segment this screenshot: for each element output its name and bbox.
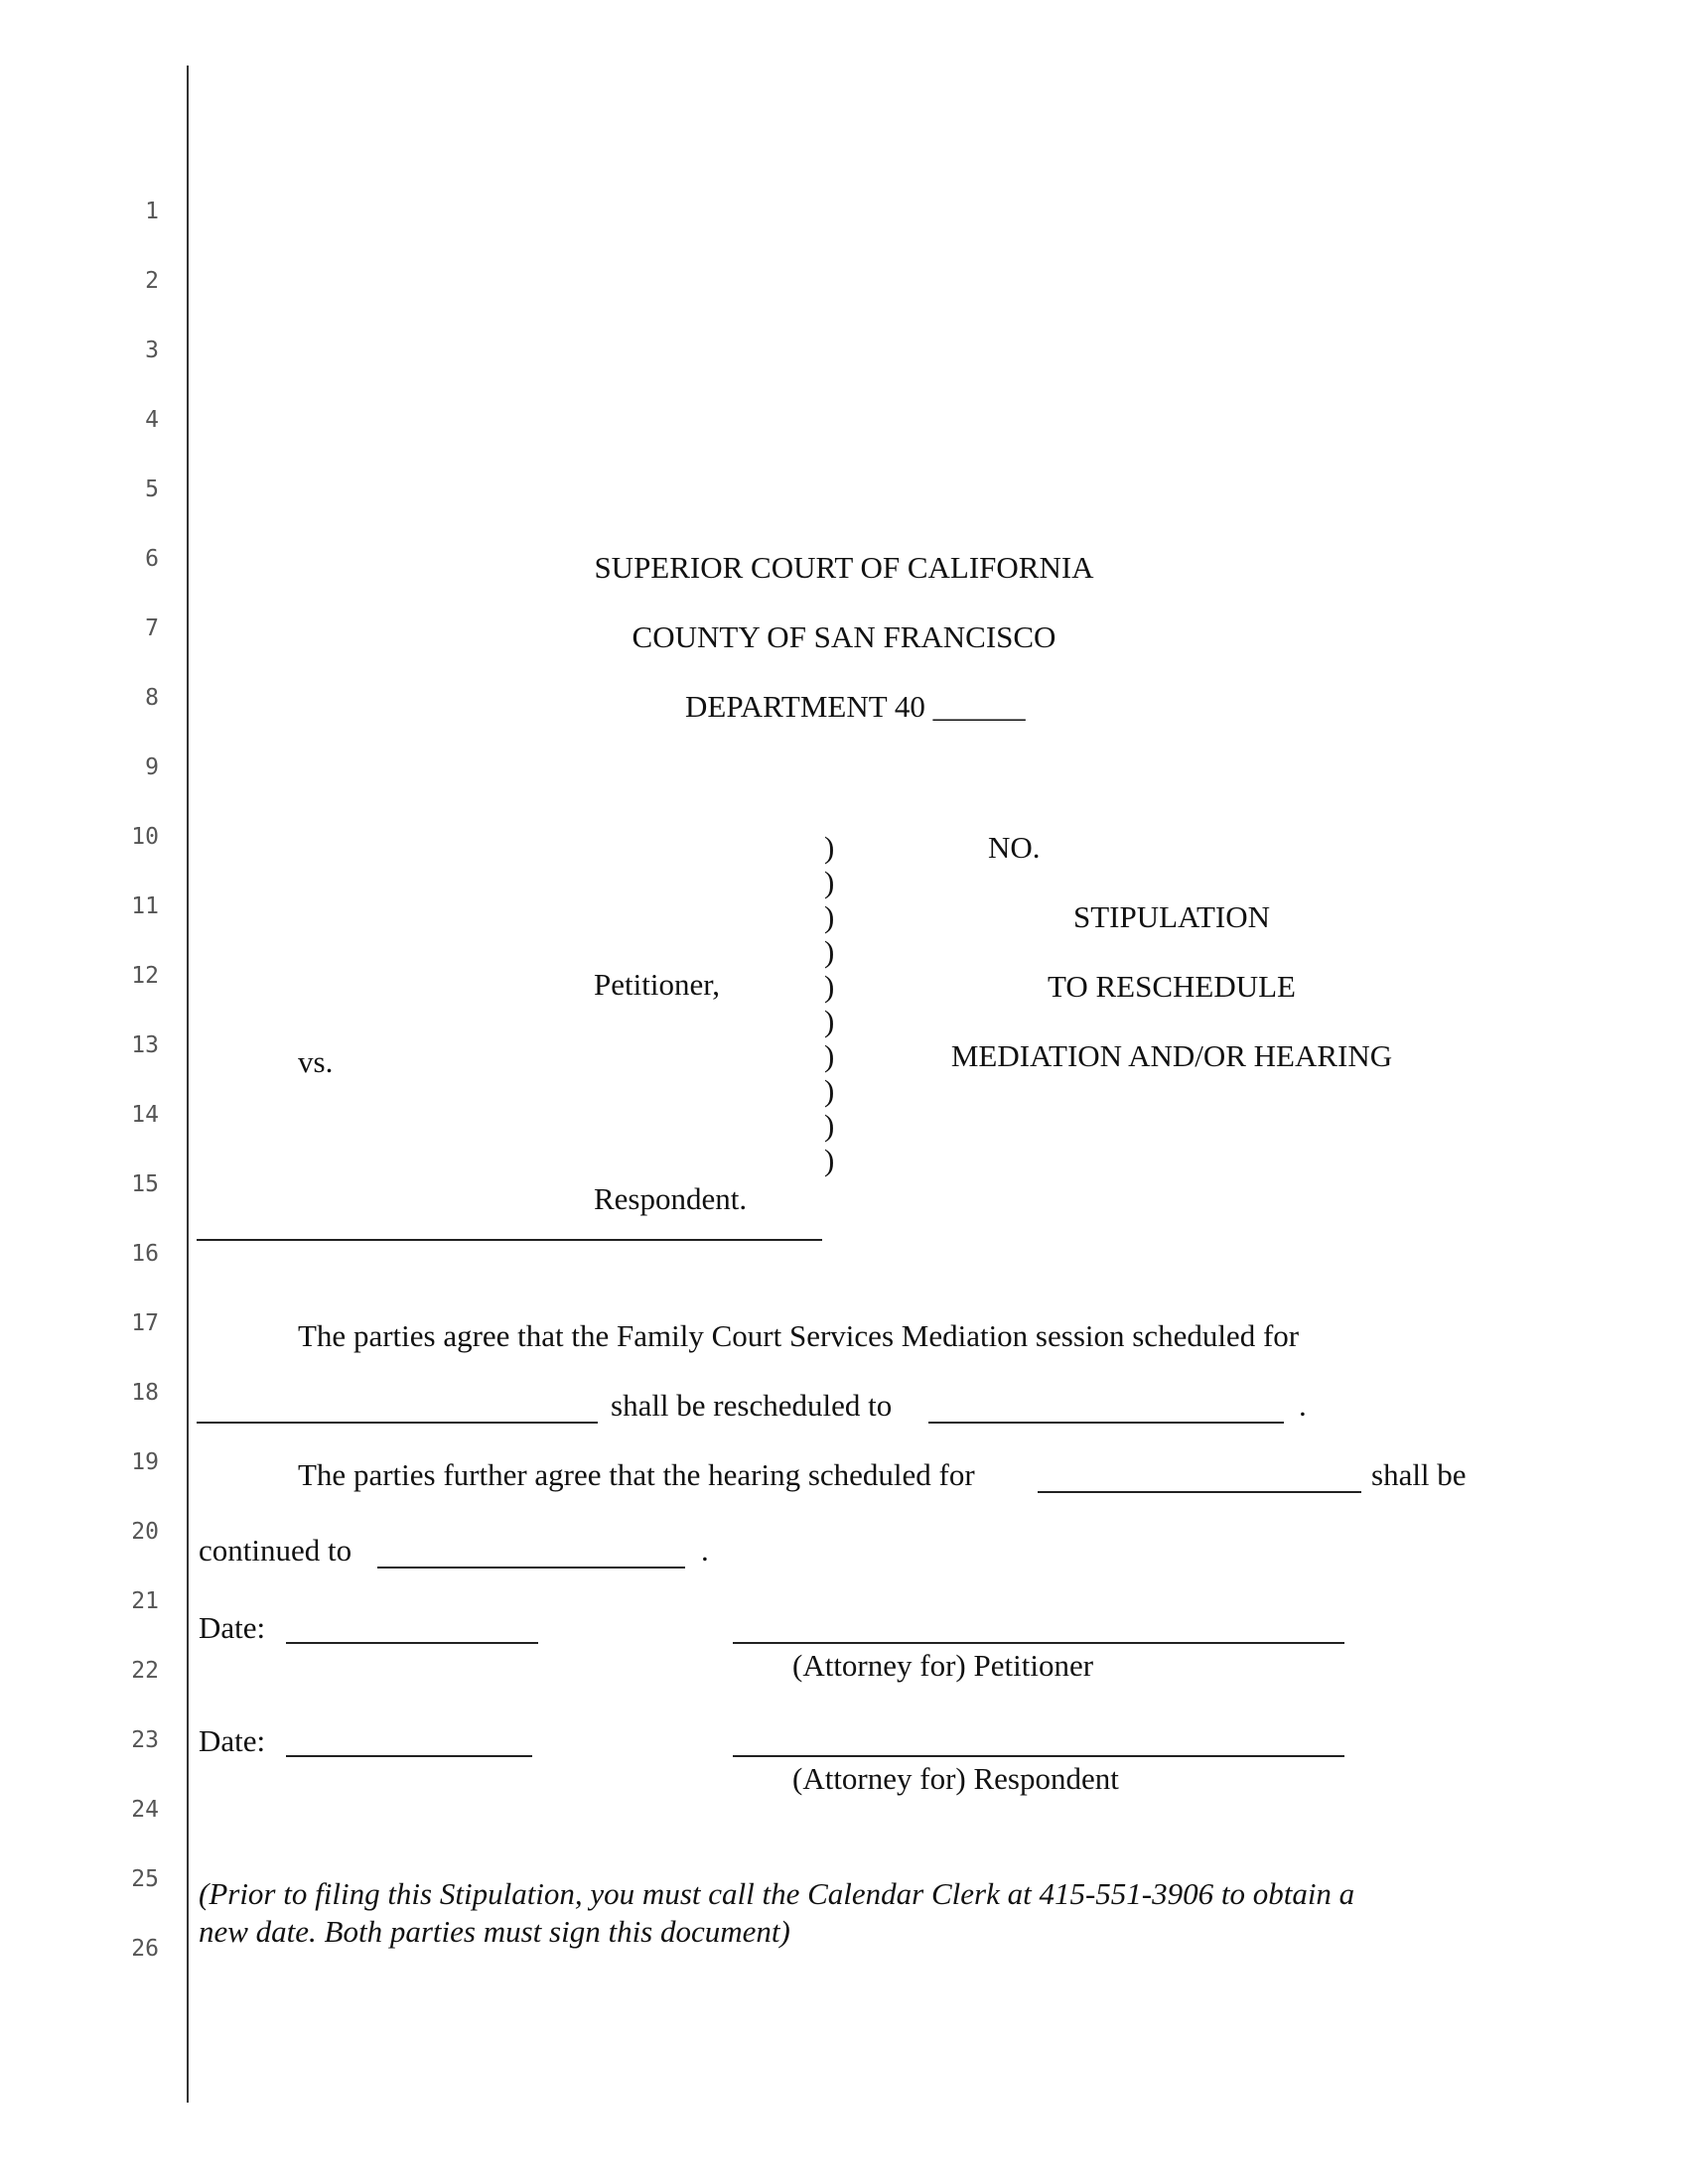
line-number: 12 — [131, 963, 159, 989]
date-label-petitioner: Date: — [199, 1610, 266, 1645]
caption-paren: ) — [824, 865, 835, 899]
document-title-line-1: STIPULATION — [1072, 899, 1271, 934]
para2-continued-text: continued to — [199, 1533, 352, 1568]
line-number: 16 — [131, 1241, 159, 1267]
caption-divider — [197, 1239, 822, 1241]
line-number: 13 — [131, 1032, 159, 1058]
caption-paren: ) — [824, 830, 835, 865]
petitioner-signature-label: (Attorney for) Petitioner — [792, 1648, 1094, 1683]
line-number: 5 — [145, 477, 159, 502]
caption-paren: ) — [824, 1004, 835, 1038]
line-number: 20 — [131, 1519, 159, 1545]
department-blank: ______ — [932, 689, 1026, 724]
line-number: 15 — [131, 1171, 159, 1197]
line-number: 21 — [131, 1588, 159, 1614]
line-number: 9 — [145, 754, 159, 780]
department-label: DEPARTMENT 40 — [685, 689, 925, 724]
line-number: 26 — [131, 1936, 159, 1962]
line-number: 8 — [145, 685, 159, 711]
para1-middle-text: shall be rescheduled to — [611, 1388, 893, 1423]
document-title-line-2: TO RESCHEDULE — [1047, 969, 1296, 1004]
department-line — [685, 691, 1026, 722]
para2-text: The parties further agree that the hearing scheduled for — [298, 1457, 975, 1492]
respondent-signature-label: (Attorney for) Respondent — [792, 1761, 1119, 1796]
hearing-new-date-blank[interactable] — [377, 1567, 685, 1569]
para2-end-text: shall be — [1371, 1457, 1467, 1492]
left-margin-rule — [187, 66, 189, 2103]
hearing-original-date-blank[interactable] — [1038, 1491, 1361, 1493]
date-blank-petitioner[interactable] — [286, 1642, 538, 1644]
caption-paren: ) — [824, 1073, 835, 1108]
line-number: 22 — [131, 1658, 159, 1684]
document-title-line-3: MEDIATION AND/OR HEARING — [950, 1038, 1393, 1073]
line-number: 7 — [145, 615, 159, 641]
vs-label: vs. — [298, 1044, 334, 1079]
caption-paren: ) — [824, 1038, 835, 1073]
caption-paren: ) — [824, 969, 835, 1004]
filing-instructions-line-2: new date. Both parties must sign this document) — [199, 1914, 790, 1949]
date-label-respondent: Date: — [199, 1723, 266, 1758]
line-number: 25 — [131, 1866, 159, 1892]
signature-line-respondent[interactable] — [733, 1755, 1344, 1757]
filing-instructions-line-1: (Prior to filing this Stipulation, you must call the Calendar Clerk at 415-551-3906 to obtain a — [199, 1876, 1355, 1911]
signature-line-petitioner[interactable] — [733, 1642, 1344, 1644]
line-number: 3 — [145, 338, 159, 363]
line-number: 6 — [145, 546, 159, 572]
line-number: 24 — [131, 1797, 159, 1823]
caption-paren: ) — [824, 1143, 835, 1177]
para2-period: . — [701, 1533, 709, 1568]
line-number: 10 — [131, 824, 159, 850]
date-blank-respondent[interactable] — [286, 1755, 532, 1757]
line-number: 18 — [131, 1380, 159, 1406]
line-number: 4 — [145, 407, 159, 433]
court-name: SUPERIOR COURT OF CALIFORNIA — [594, 550, 1094, 585]
petitioner-label: Petitioner, — [594, 967, 721, 1002]
caption-paren: ) — [824, 1108, 835, 1143]
county-name: COUNTY OF SAN FRANCISCO — [632, 619, 1056, 654]
para1-period: . — [1299, 1388, 1307, 1423]
para1-text: The parties agree that the Family Court Services Mediation session scheduled for — [298, 1318, 1300, 1353]
line-number: 11 — [131, 893, 159, 919]
case-number-label: NO. — [988, 830, 1041, 865]
line-number: 14 — [131, 1102, 159, 1128]
mediation-original-date-blank[interactable] — [197, 1422, 598, 1424]
caption-paren: ) — [824, 899, 835, 934]
respondent-label: Respondent. — [594, 1181, 748, 1216]
line-number: 1 — [145, 199, 159, 224]
mediation-new-date-blank[interactable] — [928, 1422, 1284, 1424]
line-number: 17 — [131, 1310, 159, 1336]
line-number: 2 — [145, 268, 159, 294]
caption-paren: ) — [824, 934, 835, 969]
line-number: 19 — [131, 1449, 159, 1475]
line-number: 23 — [131, 1727, 159, 1753]
